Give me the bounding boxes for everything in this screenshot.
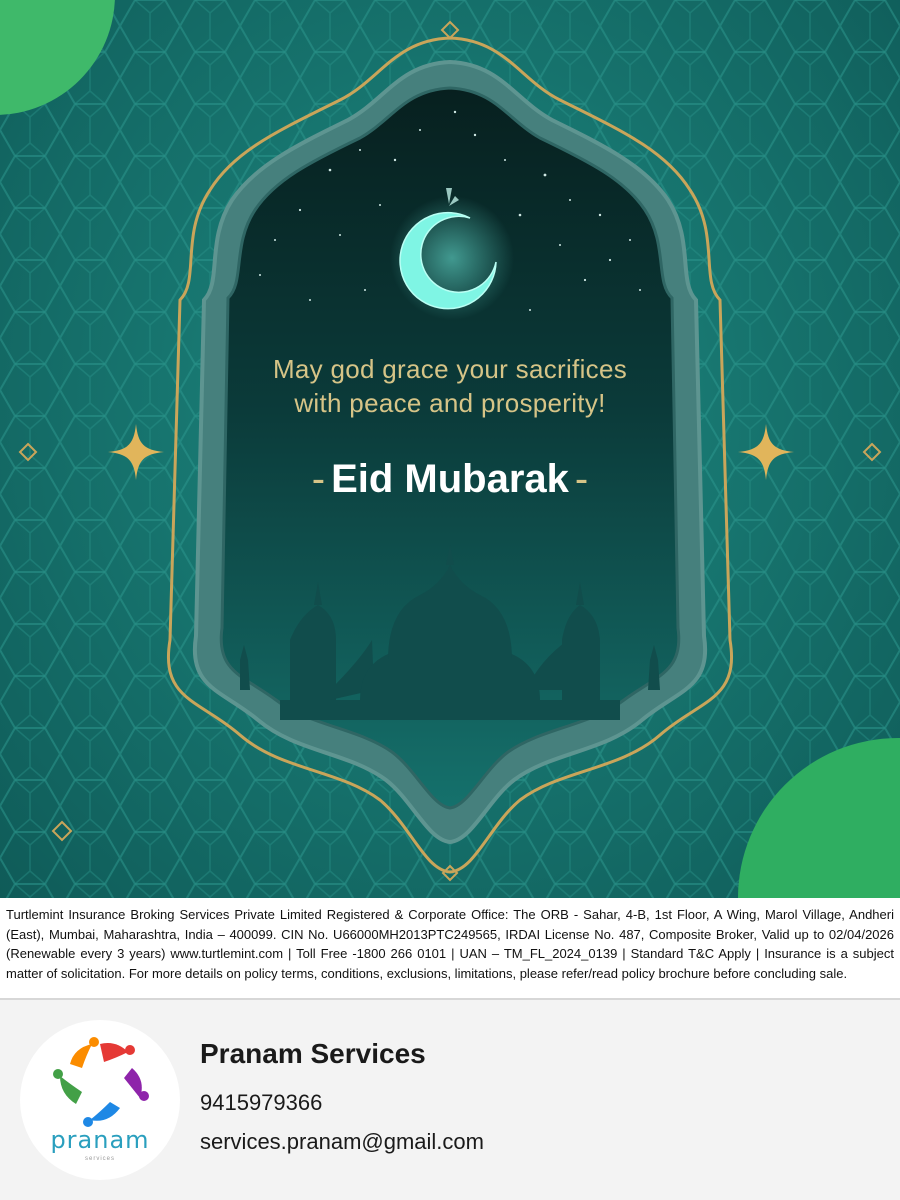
greeting-message bbox=[200, 352, 700, 420]
legal-disclaimer: Turtlemint Insurance Broking Services Private Limited Registered & Corporate Office: The ORB - Sahar, 4-B, 1st Floor, A Wing, Marol Village, Andheri (East), Mumbai, Maharashtra, India – 400099. CIN No. U66000MH2013PTC249565, IRDAI License No. 487, Composite Broker, Valid up to 02/04/2026 (Renewable every 3 years) www.turtlemint.com | Toll Free -1800 266 0101 | UAN – TM_FL_2024_0139 | Standard T&C Apply | Insurance is a subject matter of solicitation. For more details on policy terms, conditions, exclusions, limitations, please refer/read policy brochure before concluding sale. bbox=[0, 898, 900, 1000]
logo-wordmark: pranam bbox=[50, 1126, 150, 1154]
greeting-line-1: May god grace your sacrifices bbox=[272, 354, 628, 384]
four-point-star-icon bbox=[738, 424, 794, 480]
title-text: Eid Mubarak bbox=[331, 457, 569, 501]
logo-tagline: services bbox=[84, 1156, 115, 1162]
business-name: Pranam Services bbox=[200, 1038, 426, 1069]
title-dash-right: - bbox=[574, 457, 589, 501]
pranam-pinwheel-logo-icon bbox=[46, 1034, 154, 1130]
title-dash-left: - bbox=[311, 457, 326, 501]
greeting-line-2: with peace and prosperity! bbox=[294, 388, 606, 418]
four-point-star-icon bbox=[108, 424, 164, 480]
business-phone[interactable]: 9415979366 bbox=[200, 1090, 323, 1115]
eid-mubarak-title bbox=[200, 454, 700, 504]
business-footer bbox=[0, 1002, 900, 1200]
business-logo bbox=[20, 1020, 180, 1180]
business-email[interactable]: services.pranam@gmail.com bbox=[200, 1129, 484, 1154]
